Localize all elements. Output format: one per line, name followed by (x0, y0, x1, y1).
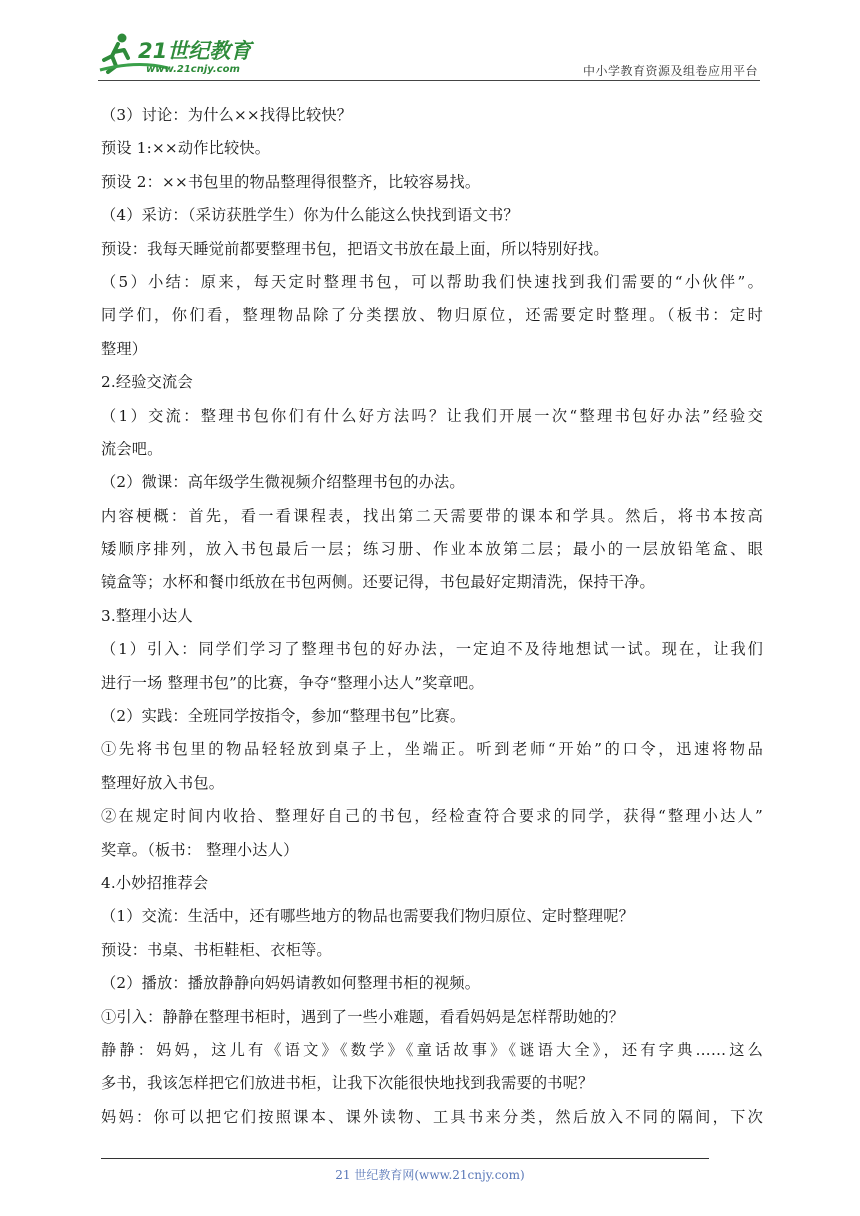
text-line: 妈妈：你可以把它们按照课本、课外读物、工具书来分类，然后放入不同的隔间，下次 (101, 1107, 763, 1126)
page-footer: 21 世纪教育网(www.21cnjy.com) (335, 1168, 525, 1182)
text-line: ①引入：静静在整理书柜时，遇到了一些小难题，看看妈妈是怎样帮助她的？ (101, 1007, 625, 1026)
text-line: （2）实践：全班同学按指令，参加“整理书包”比赛。 (101, 707, 466, 726)
text-line: 预设：我每天睡觉前都要整理书包，把语文书放在最上面，所以特别好找。 (101, 239, 609, 258)
text-line: 奖章。（板书： 整理小达人） (101, 840, 299, 859)
logo (98, 30, 268, 76)
text-line: 流会吧。 (101, 439, 163, 458)
page-header (98, 30, 760, 78)
text-line: 内容梗概：首先，看一看课程表，找出第二天需要带的课本和学具。然后，将书本按高 (101, 506, 763, 525)
footer-divider (101, 1158, 709, 1159)
text-line: （1）交流：整理书包你们有什么好方法吗？让我们开展一次“整理书包好办法”经验交 (101, 406, 763, 425)
section-heading: 3.整理小达人 (101, 606, 193, 625)
text-line: 整理） (101, 339, 148, 358)
logo-text: 21世纪教育 (138, 39, 252, 63)
text-line: 进行一场 整理书包”的比赛，争夺“整理小达人”奖章吧。 (101, 673, 484, 692)
text-line: 整理好放入书包。 (101, 773, 225, 792)
text-line: 镜盒等；水杯和餐巾纸放在书包两侧。还要记得，书包最好定期清洗，保持干净。 (101, 573, 655, 592)
text-line: （3）讨论：为什么××找得比较快？ (101, 106, 353, 124)
text-line: （5）小结：原来，每天定时整理书包，可以帮助我们快速找到我们需要的“小伙伴”。 (101, 272, 763, 291)
text-line: （1）交流：生活中，还有哪些地方的物品也需要我们物归原位、定时整理呢？ (101, 907, 635, 926)
section-heading: 4.小妙招推荐会 (101, 873, 209, 892)
text-line: 同学们，你们看，整理物品除了分类摆放、物归原位，还需要定时整理。（板书：定时 (101, 306, 763, 325)
text-line: 矮顺序排列，放入书包最后一层；练习册、作业本放第二层；最小的一层放铅笔盒、眼 (101, 540, 763, 559)
platform-name: 中小学教育资源及组卷应用平台 (582, 64, 758, 78)
text-line: （2）播放：播放静静向妈妈请教如何整理书柜的视频。 (101, 974, 481, 993)
text-line: 预设 1:××动作比较快。 (101, 139, 271, 158)
document-body (101, 99, 763, 1134)
text-line: （1）引入：同学们学习了整理书包的好办法，一定迫不及待地想试一试。现在，让我们 (101, 640, 763, 659)
section-heading: 2.经验交流会 (101, 373, 193, 392)
text-line: （2）微课：高年级学生微视频介绍整理书包的办法。 (101, 473, 465, 492)
text-line: 预设 2：××书包里的物品整理得很整齐，比较容易找。 (101, 172, 481, 191)
text-line: 预设：书桌、书柜鞋柜、衣柜等。 (101, 940, 332, 959)
header-divider (98, 80, 760, 81)
text-line: 静静：妈妈，这儿有《语文》《数学》《童话故事》《谜语大全》，还有字典……这么 (101, 1040, 763, 1059)
text-line: （4）采访：（采访获胜学生）你为什么能这么快找到语文书？ (101, 206, 519, 225)
text-line: ②在规定时间内收拾、整理好自己的书包，经检查符合要求的同学，获得“整理小达人” (101, 807, 763, 826)
text-line: ①先将书包里的物品轻轻放到桌子上，坐端正。听到老师“开始”的口令，迅速将物品 (101, 740, 763, 759)
logo-url: www.21cnjy.com (146, 64, 240, 75)
text-line: 多书，我该怎样把它们放进书柜，让我下次能很快地找到我需要的书呢？ (101, 1074, 594, 1093)
